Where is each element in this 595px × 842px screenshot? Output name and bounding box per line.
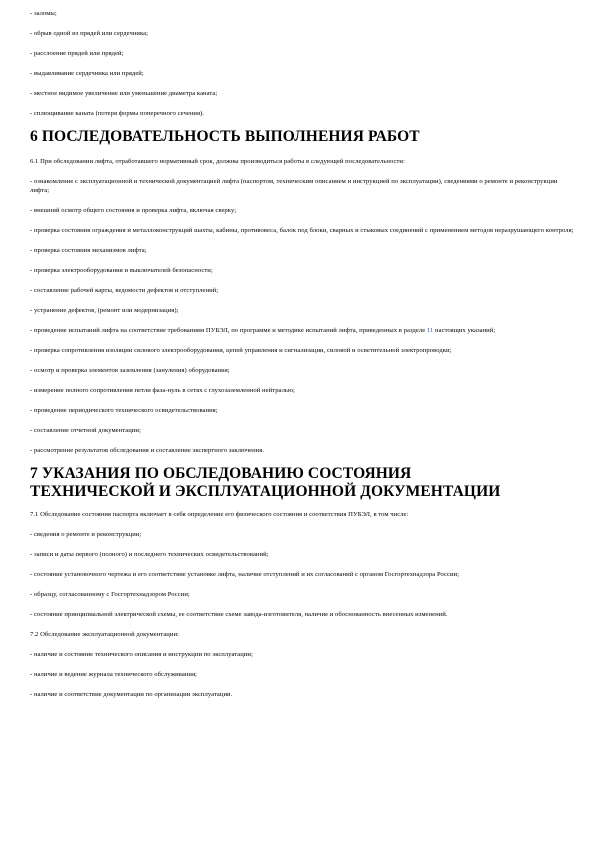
list-item: - наличие и ведение журнала технического обслуживания; [30,671,197,679]
list-item: - составление отчетной документации; [30,426,141,434]
section-11-link[interactable]: 11 [426,326,434,334]
list-item: - внешний осмотр общего состояния и проверка лифта, включая сверку; [30,206,237,214]
section-7-heading [30,465,575,501]
list-item: - составление рабочей карты, ведомости дефектов и отступлений; [30,286,219,294]
list-item: - записи и даты первого (полного) и последнего технических освидетельствований; [30,551,269,559]
list-item: - сведения о ремонте и реконструкции; [30,531,142,539]
list-item-text: настоящих указаний; [433,326,496,334]
list-item-text: - проведение испытаний лифта на соответствие требованиям ПУБЭЛ, по программе и методике испытаний лифта, приведенных в разделе [30,326,426,334]
document-page [30,10,575,711]
list-item: - измерение полного сопротивления петли фаза-нуль в сетях с глухозаземленной нейтралью; [30,386,295,394]
list-item: - обрыв одной из прядей или сердечника; [30,30,148,37]
list-item: - проведение периодического технического освидетельствования; [30,406,218,414]
list-item-with-link [30,327,575,335]
list-item: - рассмотрение результатов обследования и составление экспертного заключения. [30,446,265,454]
section-7-heading-line-2: ТЕХНИЧЕСКОЙ И ЭКСПЛУАТАЦИОННОЙ ДОКУМЕНТАЦИИ [30,483,501,501]
list-item: - проверка электрооборудования и выключателей безопасности; [30,266,213,274]
list-item: - ознакомление с эксплуатационной и технической документацией лифта (паспортом, техническим описанием и инструкцией по эксплуатации), сведениями о ремонте и реконструкции лифта; [30,178,558,194]
list-item: - образцу, согласованному с Госгортехнадзором России; [30,591,190,599]
list-item: - наличие и соответствие документации по организации эксплуатации. [30,691,233,699]
list-item: - осмотр и проверка элементов заземления (зануления) оборудования; [30,366,230,374]
list-item: - наличие и состояние технического описания и инструкции по эксплуатации; [30,651,253,659]
section-7-intro: 7.1 Обследование состояния паспорта включает в себя определение его физического состояния и соответствия ПУБЭЛ, в том числе: [30,511,409,519]
list-item: - состояние установочного чертежа и его соответствие установке лифта, наличие отступлений и их согласований с органом Госгортехнадзора России; [30,571,460,579]
list-item: - расслоение прядей или прядей; [30,50,124,57]
list-item: - проверка состояния ограждения и металлоконструкций шахты, кабины, противовеса, балок под блоки, сварных и стыковых соединений с применением методов неразрушающего контроля; [30,226,574,234]
list-item: - проверка состояния механизмов лифта; [30,246,147,254]
list-item: - выдавливание сердечника или прядей; [30,70,144,77]
list-item: - сплющивание каната (потеря формы поперечного сечения). [30,110,205,117]
list-item: - состояние принципиальной электрической схемы, ее соответствие схеме завода-изготовителя, наличие и обоснованность внесенных изменений. [30,611,448,619]
list-item: - заломы; [30,10,57,17]
section-6-heading: 6 ПОСЛЕДОВАТЕЛЬНОСТЬ ВЫПОЛНЕНИЯ РАБОТ [30,128,420,146]
section-7-2-intro: 7.2 Обследование эксплуатационной документации: [30,631,179,639]
list-item: - устранение дефектов, (ремонт или модернизация); [30,306,179,314]
list-item: - проверка сопротивления изоляции силового электрооборудования, цепей управления и сигнализации, силовой и осветительной электропроводки; [30,346,452,354]
section-6-intro: 6.1 При обследовании лифта, отработавшего нормативный срок, должны производиться работы в следующей последовательности: [30,158,405,166]
section-7-heading-line-1: 7 УКАЗАНИЯ ПО ОБСЛЕДОВАНИЮ СОСТОЯНИЯ [30,465,412,483]
list-item: - местное видимое увеличение или уменьшение диаметра каната; [30,90,218,97]
